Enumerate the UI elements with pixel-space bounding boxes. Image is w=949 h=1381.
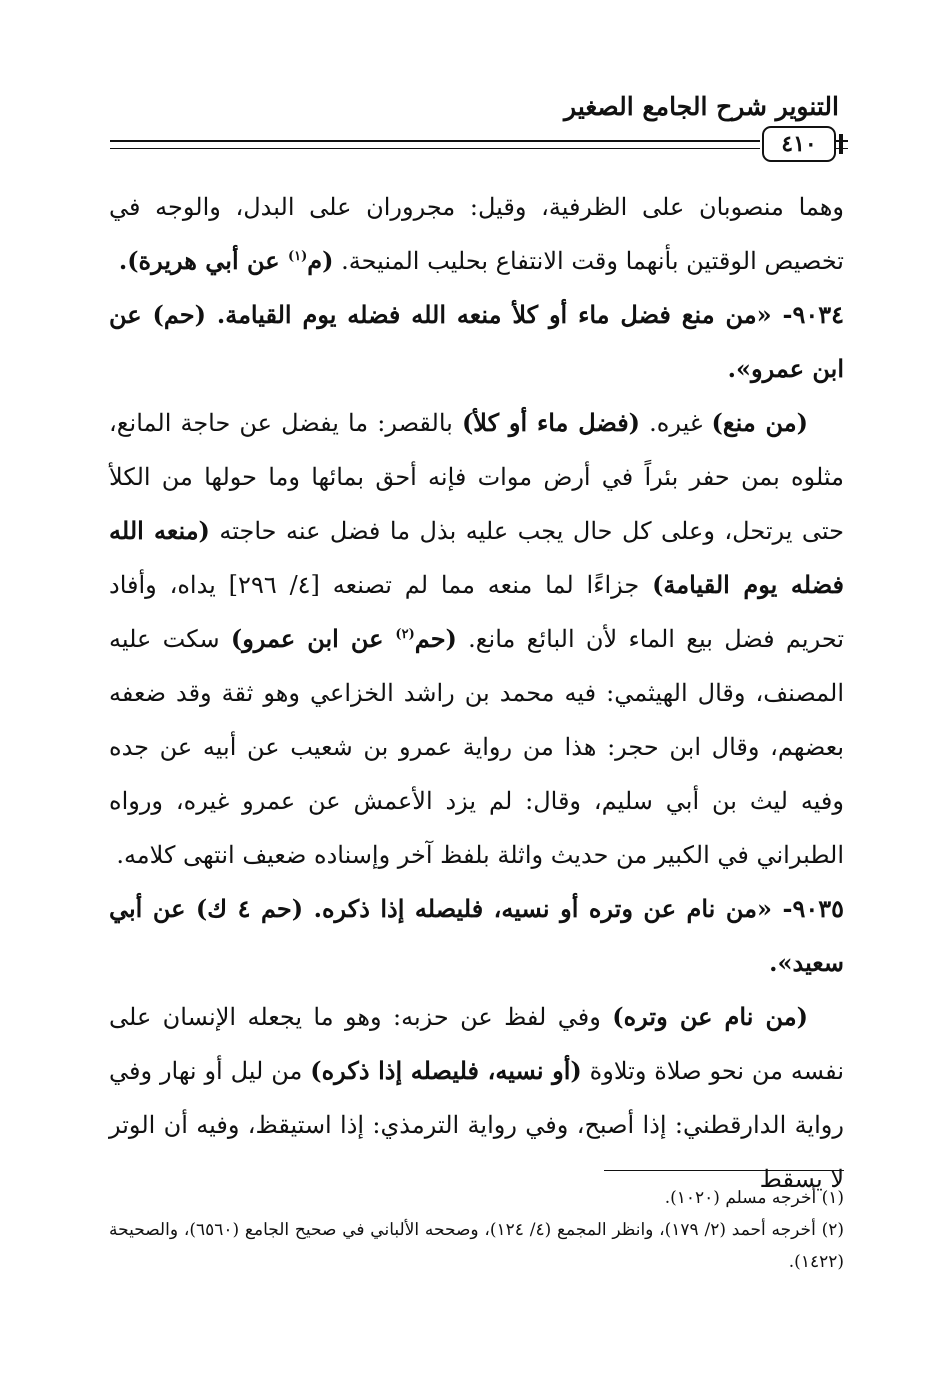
header-rule: [110, 140, 760, 149]
page-number: ٤١٠: [762, 126, 836, 162]
commentary-9035: (من نام عن وتره) وفي لفظ عن حزبه: وهو ما يجعله الإنسان على نفسه من نحو صلاة وتلاوة (أو نسيه، فليصله إذا ذكره) من ليل أو نهار وفي رواية الدارقطني: إذا أصبح، وفي رواية الترمذي: إذا استيقظ، وفيه أن الوتر لا يسقط: [109, 1002, 845, 1193]
running-title: التنوير شرح الجامع الصغير: [564, 92, 839, 121]
footnote-1: (١) أخرجه مسلم (١٠٢٠).: [664, 1188, 844, 1208]
source-reference: (م$^{(١)}$ عن أبي هريرة).: [118, 246, 334, 275]
footnote-2: (٢) أخرجه أحمد (٢/ ١٧٩)، وانظر المجمع (٤/ ١٢٤)، وصححه الألباني في صحيح الجامع (٦٥٦٠)، والصحيحة (١٤٢٢).: [109, 1220, 844, 1272]
footnotes: [109, 1182, 844, 1278]
hadith-9034: ٩٠٣٤- «من منع فضل ماء أو كلأ منعه الله فضله يوم القيامة. (حم) عن ابن عمرو».: [109, 300, 844, 383]
footnote-marker-1: (١): [287, 249, 308, 264]
footnote-rule: [604, 1170, 844, 1171]
hadith-number: ٩٠٣٤: [792, 300, 844, 329]
hadith-9035: ٩٠٣٥- «من نام عن وتره أو نسيه، فليصله إذا ذكره. (حم ٤ ك) عن أبي سعيد».: [109, 894, 844, 977]
commentary-9034: (من منع) غيره. (فضل ماء أو كلأ) بالقصر: ما يفضل عن حاجة المانع، مثلوه بمن حفر بئراً في أرض موات فإنه أحق بمائها وما حولها من الكلأ حتى يرتحل، وعلى كل حال يجب عليه بذل ما فضل عنه حاجته (منعه الله فضله يوم القيامة) جزاءًا لما منعه مما لم تصنعه [٤/ ٢٩٦] يداه، وأفاد تحريم فضل بيع الماء لأن البائع مانع. (حم$^{(٢)}$ عن ابن عمرو) سكت عليه المصنف، وقال الهيثمي: فيه محمد بن راشد الخزاعي وهو ثقة وقد ضعفه بعضهم، وقال ابن حجر: هذا من رواية عمرو بن شعيب عن أبيه عن جده وفيه ليث بن أبي سليم، وقال: لم يزد الأعمش عن عمرو غيره، ورواه الطبراني في الكبير من حديث واثلة بلفظ آخر وإسناده ضعيف انتهى كلامه.: [109, 408, 845, 869]
header-rule-tail: [836, 140, 848, 149]
main-text: [109, 180, 844, 1206]
hadith-number: ٩٠٣٥: [792, 894, 844, 923]
hadith-text: «من منع فضل ماء أو كلأ منعه الله فضله يوم القيامة. (حم) عن ابن عمرو».: [109, 300, 844, 383]
paragraph-1: وهما منصوبان على الظرفية، وقيل: مجروران على البدل، والوجه في تخصيص الوقتين بأنهما وقت الانتفاع بحليب المنيحة. (م$^{(١)}$ عن أبي هريرة).: [109, 193, 844, 275]
hadith-text: «من نام عن وتره أو نسيه، فليصله إذا ذكره. (حم ٤ ك) عن أبي سعيد».: [109, 894, 844, 977]
footnote-marker-2: (٢): [395, 627, 415, 642]
